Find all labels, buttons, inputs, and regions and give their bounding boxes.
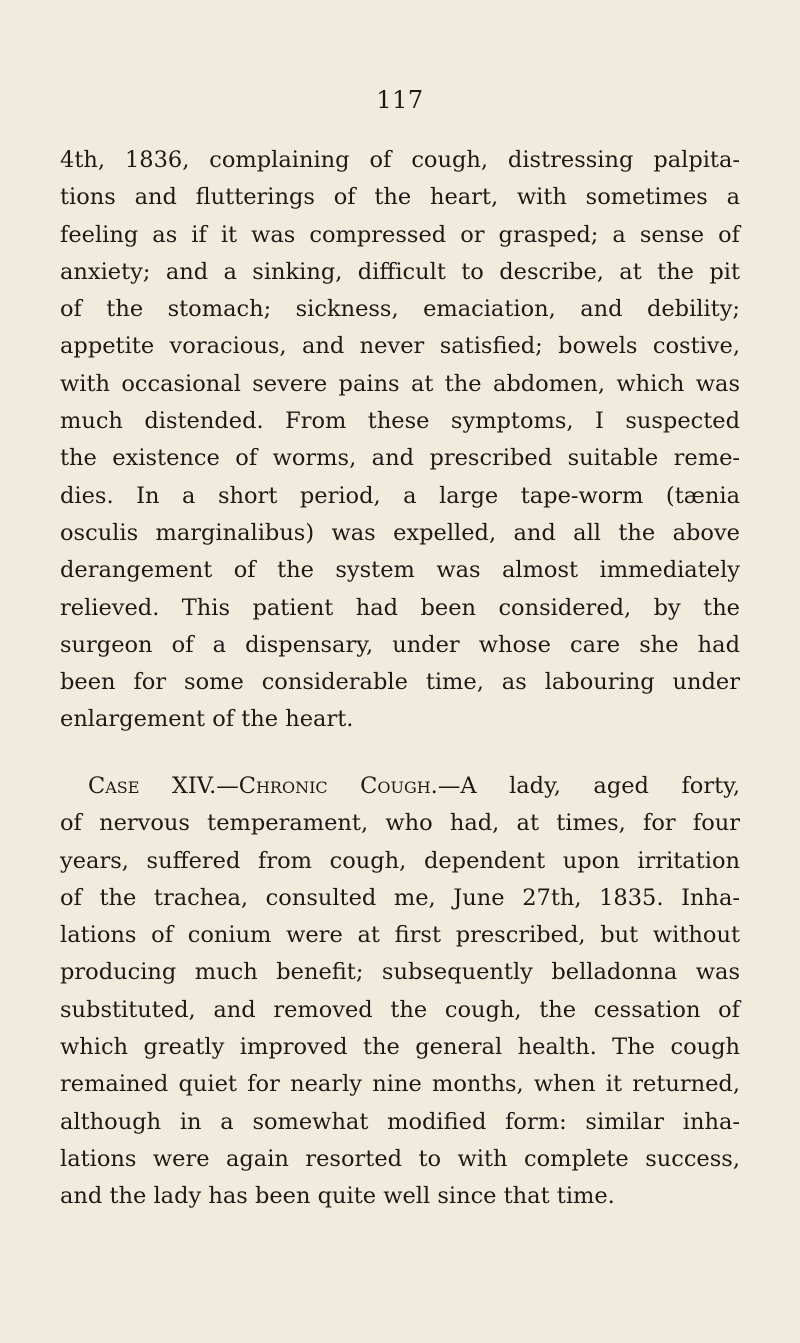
- text-line: tions and flutterings of the heart, with sometimes a: [60, 184, 740, 211]
- page-number: 117: [376, 86, 424, 114]
- paragraph-case-continued: [60, 142, 740, 739]
- text-line: remained quiet for nearly nine months, when it returned,: [60, 1071, 740, 1098]
- text-line: been for some considerable time, as labouring under: [60, 669, 740, 696]
- text-line: the existence of worms, and prescribed suitable reme-: [60, 445, 740, 472]
- paragraph-case-xiv: [60, 768, 740, 1216]
- text-line: years, suffered from cough, dependent upon irritation: [60, 847, 740, 874]
- text-line: producing much benefit; subsequently belladonna was: [60, 959, 740, 986]
- text-line: enlargement of the heart.: [60, 706, 354, 733]
- text-line: feeling as if it was compressed or grasped; a sense of: [60, 221, 740, 248]
- text-line: substituted, and removed the cough, the cessation of: [60, 996, 740, 1023]
- case-heading-line: [60, 768, 740, 805]
- text-line: although in a somewhat modified form: similar inha-: [60, 1108, 740, 1135]
- text-line: much distended. From these symptoms, I suspected: [60, 408, 740, 435]
- text-line: 4th, 1836, complaining of cough, distressing palpita-: [60, 147, 740, 173]
- text-line: appetite voracious, and never satisfied; bowels costive,: [60, 333, 740, 360]
- text-line: osculis marginalibus) was expelled, and all the above: [60, 519, 740, 546]
- text-line: lations were again resorted to with complete success,: [60, 1145, 740, 1172]
- case-number: Case XIV.: [88, 773, 217, 799]
- text-line: relieved. This patient had been considered, by the: [60, 594, 740, 621]
- case-heading-rest: —A lady, aged forty,: [437, 773, 740, 799]
- case-title: —Chronic Cough.: [216, 773, 438, 799]
- text-line: and the lady has been quite well since that time.: [60, 1183, 615, 1210]
- text-line: surgeon of a dispensary, under whose care she had: [60, 631, 740, 658]
- text-line: which greatly improved the general health. The cough: [60, 1034, 740, 1061]
- text-line: of nervous temperament, who had, at times, for four: [60, 810, 740, 837]
- text-line: of the trachea, consulted me, June 27th, 1835. Inha-: [60, 884, 740, 911]
- text-line: of the stomach; sickness, emaciation, and debility;: [60, 296, 740, 323]
- text-line: derangement of the system was almost immediately: [60, 557, 740, 584]
- text-line: dies. In a short period, a large tape-worm (tænia: [60, 482, 740, 509]
- text-line: lations of conium were at first prescribed, but without: [60, 922, 740, 949]
- text-line: with occasional severe pains at the abdomen, which was: [60, 370, 740, 397]
- text-line: anxiety; and a sinking, difficult to describe, at the pit: [60, 258, 740, 285]
